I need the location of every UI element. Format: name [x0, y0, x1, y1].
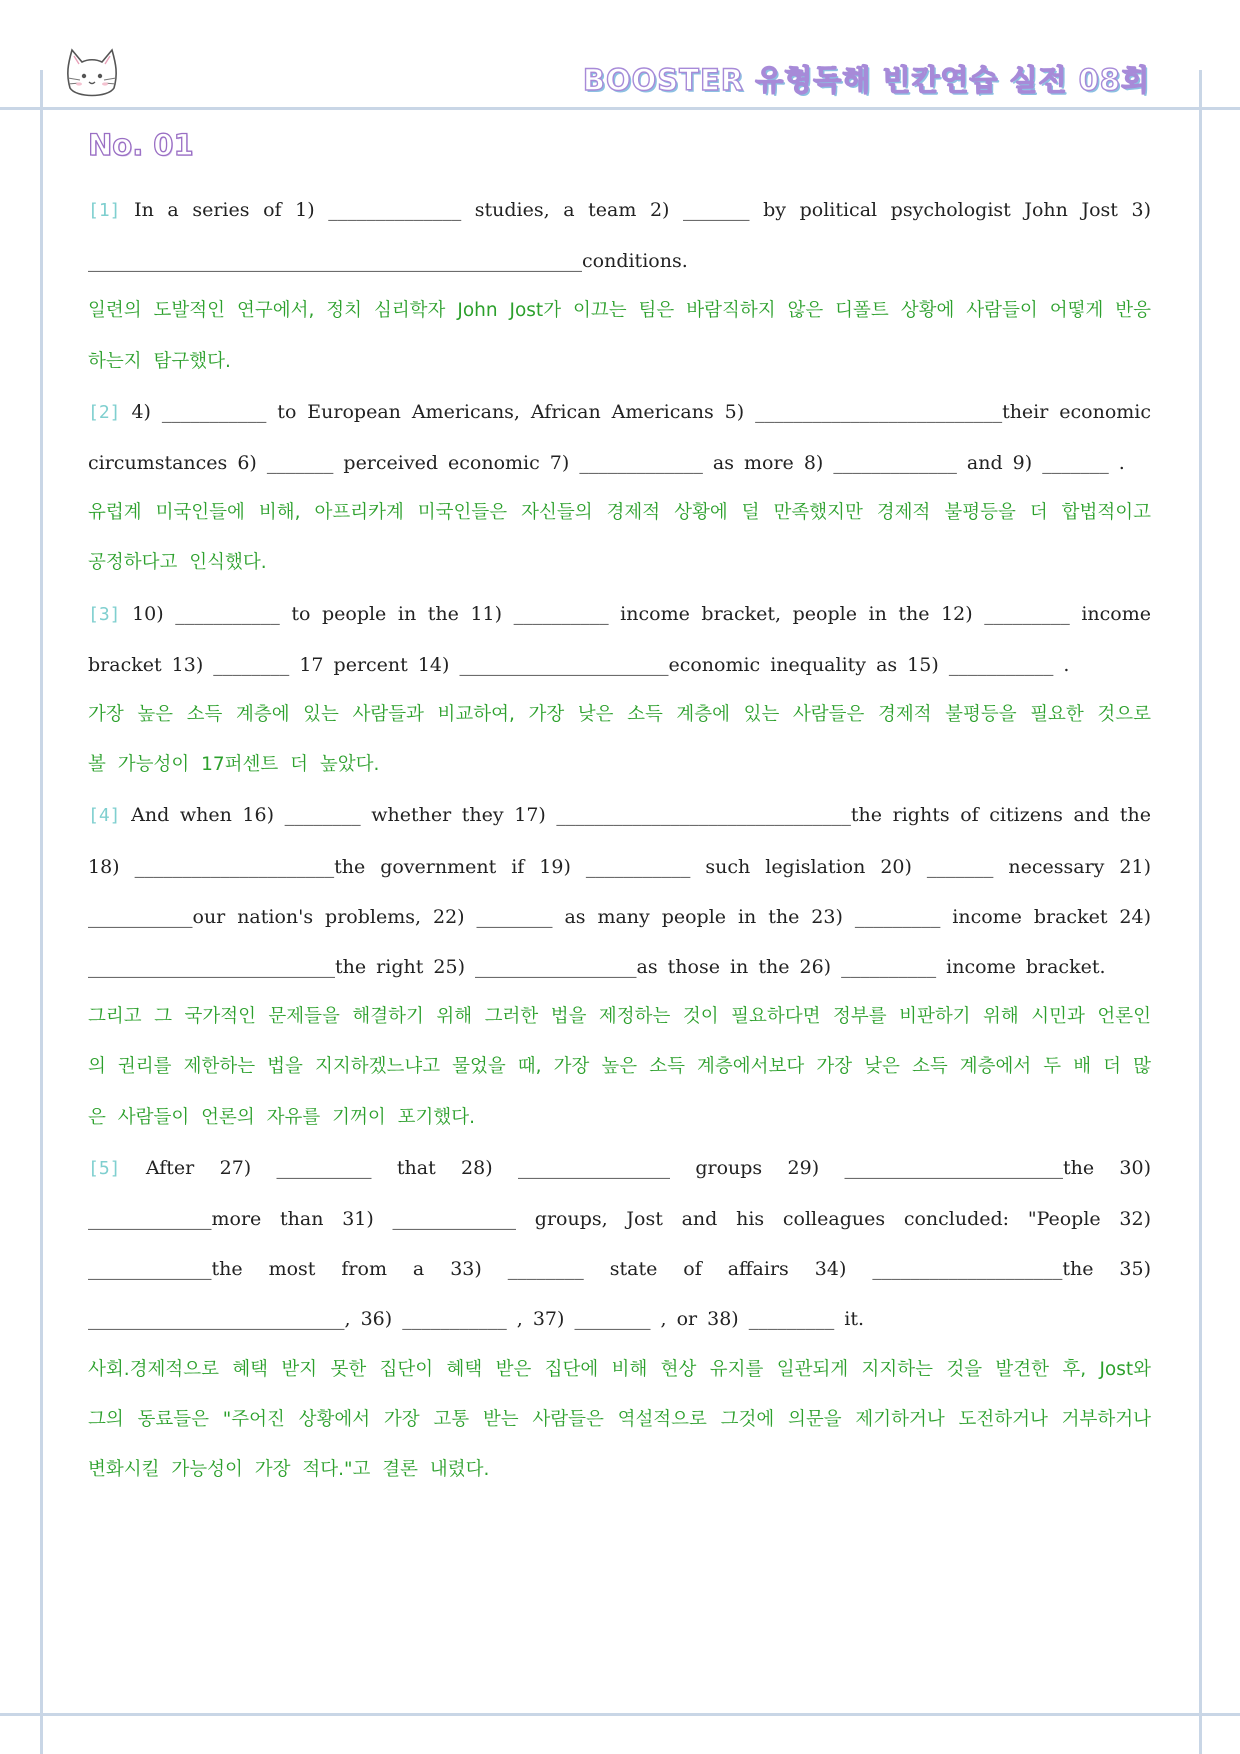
passage-text: In a series of 1) ______________ studies, a team 2) _______ by political psychologist John Jost 3) ____________________________________________________conditions.: [88, 199, 1151, 273]
paragraph-marker: [1]: [88, 200, 121, 221]
paragraph-2-translation: 유럽계 미국인들에 비해, 아프리카계 미국인들은 자신들의 경제적 상황에 덜 만족했지만 경제적 불평등을 더 합법적이고 공정하다고 인식했다.: [88, 502, 1151, 574]
worksheet-title: BOOSTER 유형독해 빈칸연습 실전 08회: [582, 63, 1150, 97]
passage-text: And when 16) ________ whether they 17) _______________________________the rights of citizens and the 18) _____________________the government if 19) ___________ such legislation 20) _______ necessary 21) ___________our nation's problems, 22) ________ as many people in the 23) _________ income bracket 24) __________________________the right 25) _________________as those in the 26) __________ income bracket.: [88, 804, 1151, 979]
paragraph-4-english: [88, 790, 1151, 992]
section-number: No. 01: [88, 128, 194, 162]
paragraph-3-translation: 가장 높은 소득 계층에 있는 사람들과 비교하여, 가장 낮은 소득 계층에 있는 사람들은 경제적 불평등을 필요한 것으로 볼 가능성이 17퍼센트 더 높았다.: [88, 704, 1151, 776]
paragraph-1-translation: 일련의 도발적인 연구에서, 정치 심리학자 John Jost가 이끄는 팀은 바람직하지 않은 디폴트 상황에 사람들이 어떻게 반응하는지 탐구했다.: [88, 300, 1151, 372]
passage-text: After 27) __________ that 28) ________________ groups 29) _______________________the 30) _____________more than 31) _____________ groups, Jost and his colleagues concluded: "People 32) _____________the most from a 33) ________ state of affairs 34) ____________________the 35) ___________________________, 36) ___________ , 37) ________ , or 38) _________ it.: [88, 1156, 1151, 1331]
paragraph-marker: [2]: [88, 401, 121, 423]
paragraph-5-translation: 사회.경제적으로 혜택 받지 못한 집단이 혜택 받은 집단에 비해 현상 유지를 일관되게 지지하는 것을 발견한 후, Jost와 그의 동료들은 "주어진 상황에서 가장 고통 받는 사람들은 역설적으로 그것에 의문을 제기하거나 도전하거나 거부하거나 변화시킬 가능성이 가장 적다."고 결론 내렸다.: [88, 1358, 1151, 1481]
paragraph-3-english: [88, 589, 1151, 690]
right-margin-rule: [1199, 70, 1202, 1754]
paragraph-2-english: [88, 387, 1151, 488]
header-rule: [0, 107, 1240, 110]
passage-text: 4) ___________ to European Americans, African Americans 5) __________________________their economic circumstances 6) _______ perceived economic 7) _____________ as more 8) _____________ and 9) _______ .: [88, 400, 1151, 475]
paragraph-marker: [3]: [88, 603, 121, 625]
worksheet-body: [88, 185, 1151, 1495]
paragraph-1-english: [88, 185, 1151, 286]
paragraph-marker: [4]: [88, 805, 121, 827]
footer-rule: [0, 1713, 1240, 1716]
left-margin-rule: [40, 70, 43, 1754]
cat-face-icon: [60, 44, 124, 104]
paragraph-marker: [5]: [88, 1157, 121, 1179]
passage-text: 10) ___________ to people in the 11) __________ income bracket, people in the 12) _________ income bracket 13) ________ 17 percent 14) ______________________economic inequality as 15) ___________ .: [88, 602, 1151, 676]
paragraph-5-english: [88, 1143, 1151, 1345]
paragraph-4-translation: 그리고 그 국가적인 문제들을 해결하기 위해 그러한 법을 제정하는 것이 필요하다면 정부를 비판하기 위해 시민과 언론인의 권리를 제한하는 법을 지지하겠느냐고 물었을 때, 가장 높은 소득 계층에서보다 가장 낮은 소득 계층에서 두 배 더 많은 사람들이 언론의 자유를 기꺼이 포기했다.: [88, 1006, 1151, 1128]
